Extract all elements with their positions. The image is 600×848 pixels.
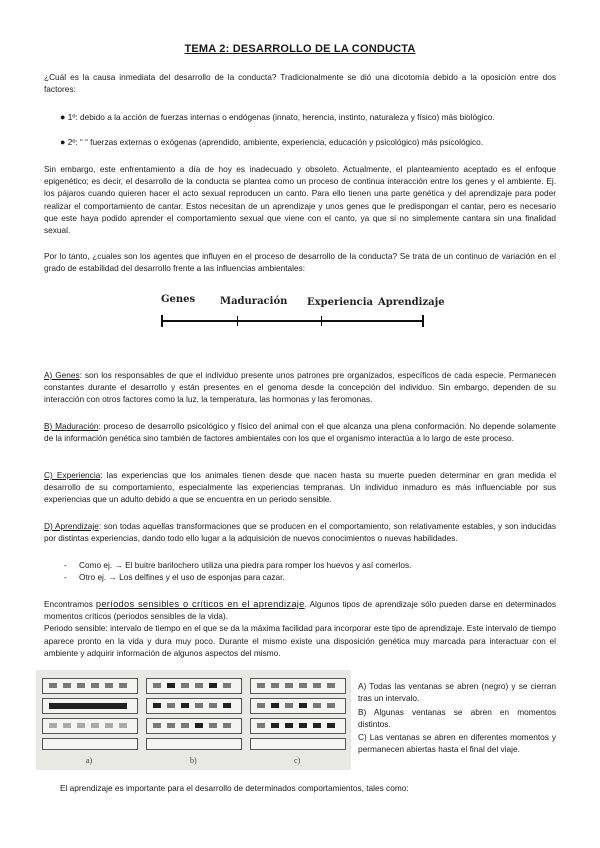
figure-note-b: B) Algunas ventanas se abren en momentos distintos.: [358, 707, 556, 730]
timeline-label-maduracion: Maduración: [220, 296, 288, 307]
figure-label-c: c): [294, 756, 301, 765]
train-car: [42, 678, 138, 694]
section-maduracion-label: B) Maduración: [44, 421, 99, 431]
section-aprendizaje-label: D) Aprendizaje: [44, 521, 99, 531]
sensible-term: períodos sensibles o críticos en el aprendizaje: [95, 599, 305, 609]
bullet-text: 1º: debido a la acción de fuerzas internas o endógenas (innato, herencia, instinto, naturaleza y físico) más biológico.: [67, 112, 495, 122]
train-car: [146, 698, 242, 714]
section-aprendizaje-text: : son todas aquellas transformaciones que se producen en el comportamiento, son relativamente estables, y son inducidas por distintas experiencias, dando todo ello lugar a la adquisición de nuevos conocimientos o nuevas habilidades.: [44, 521, 557, 544]
intro-paragraph: ¿Cuál es la causa inmediata del desarrollo de la conducta? Tradicionalmente se dió una dicotomía debido a la oposición entre dos factores:: [44, 72, 556, 95]
example-text: Como ej. → El buitre barilochero utiliza una piedra para romper los huevos y así comerlos.: [79, 560, 412, 570]
figure-note-c: C) Las ventanas se abren en diferentes momentos y permanecen abiertas hasta el final del viaje.: [358, 732, 556, 755]
bullet-item-2: [60, 136, 560, 148]
dash-icon: -: [64, 572, 67, 582]
bullet-text: 2º: “ “ fuerzas externas o exógenas (aprendido, ambiente, experiencia, educación y psicológico) más psicológico.: [67, 137, 484, 147]
paragraph-epigenetic: Sin embargo, este enfrentamiento a día de hoy es inadecuado y obsoleto. Actualmente, el planteamiento aceptado es el enfoque epigenético; es decir, el desarrollo de la conducta se plantea como un proceso de continua interacción entre los genes y el ambiente. Ej. los pájaros cuando quieren hacer el acto sexual reproducen un canto. Para ello tienen una parte genética y del aprendizaje para poder realizar el comportamiento de cantar. Estos necesitan de un aprendizaje y unos genes que le predispongan el cantar, pero es necesario que este haya podido aprender el comportamiento sexual que viene con el canto, ya que si no simplemente cantara sin una finalidad sexual.: [44, 164, 556, 236]
section-maduracion: [44, 420, 556, 444]
bullet-item-1: [60, 111, 560, 123]
sensible-periods-paragraph: [44, 598, 556, 659]
train-car: [250, 698, 346, 714]
section-genes: [44, 369, 556, 406]
dash-icon: -: [64, 560, 67, 570]
timeline-label-aprendizaje: Aprendizaje: [378, 297, 445, 308]
train-car: [42, 738, 138, 750]
closing-paragraph: El aprendizaje es importante para el desarrollo de determinados comportamientos, tales como:: [60, 783, 409, 793]
train-car: [146, 718, 242, 734]
timeline-label-genes: Genes: [161, 294, 196, 305]
figure-panel-b: [146, 678, 244, 753]
sensible-rest-2: Periodo sensible: intervalo de tiempo en el que se da la máxima facilidad para incorporar este tipo de aprendizaje. Este intervalo de tiempo aparece pronto en la vida y dura muy poco. Durante el mismo existe una disposición genética muy marcada para interactuar con el ambiente y adquirir información de algunos aspectos del mismo.: [44, 623, 556, 658]
sensible-lead: Encontramos: [44, 599, 96, 609]
train-car: [250, 738, 346, 750]
section-maduracion-text: : proceso de desarrollo psicológico y físico del animal con el que alcanza una plena conformación. No depende solamente de la información genética sino también de factores ambientales con los que el organismo interactúa a lo largo de este proceso.: [44, 421, 556, 444]
figure-label-b: b): [190, 756, 197, 765]
figure-label-a: a): [86, 756, 93, 765]
train-car: [42, 718, 138, 734]
figure-panel-c: [250, 678, 348, 753]
page-title: TEMA 2: DESARROLLO DE LA CONDUCTA: [184, 43, 416, 55]
timeline-axis: [161, 320, 424, 322]
section-genes-text: : son los responsables de que el individuo presente unos patrones pre organizados, específicos de cada especie. Permanecen constantes durante el desarrollo y están presentes en el genoma desde la concepción del individuo. Sin embargo, dependen de su interacción con otros factores como la luz, la temperatura, las hormonas y las feromonas.: [44, 370, 556, 405]
train-car: [146, 738, 242, 750]
figure-panel-a: [42, 678, 140, 753]
figure-note-a: A) Todas las ventanas se abren (negro) y se cierran tras un intervalo.: [358, 681, 556, 704]
sensible-rest-1: . Algunos tipos de aprendizaje sólo pueden darse en determinados momentos críticos (periodos sensibles de la vida).: [44, 599, 557, 622]
timeline-tick: [321, 316, 322, 326]
paragraph-agents: Por lo tanto, ¿cuales son los agentes que influyen en el proceso de desarrollo de la conducta? Se trata de un continuo de variación en el grado de estabilidad del desarrollo frente a las influencias ambientales:: [44, 251, 556, 274]
train-car: [146, 678, 242, 694]
timeline-tick: [237, 316, 238, 326]
section-aprendizaje: [44, 520, 556, 544]
bullet-dot-icon: ●: [60, 137, 66, 147]
example-item-2: [64, 571, 544, 583]
timeline-tick: [422, 315, 424, 327]
development-continuum-diagram: [158, 294, 448, 334]
train-car: [250, 718, 346, 734]
sensitive-periods-figure: [36, 670, 351, 770]
train-car: [42, 698, 138, 714]
example-text: Otro ej. → Los delfines y el uso de esponjas para cazar.: [79, 572, 285, 582]
example-item-1: [64, 559, 544, 571]
section-experiencia: [44, 469, 556, 506]
timeline-tick: [161, 315, 163, 327]
timeline-label-experiencia: Experiencia: [307, 297, 374, 308]
section-experiencia-text: : las experiencias que los animales tienen desde que nacen hasta su muerte pueden determinar en gran medida el desarrollo de su comportamiento, especialmente las experiencias tempranas. Un individuo inmaduro es más influenciable por sus experiencias que un adulto debido a que se encuentra en un periodo sensible.: [44, 470, 557, 505]
train-car: [250, 678, 346, 694]
section-experiencia-label: C) Experiencia: [44, 470, 101, 480]
bullet-dot-icon: ●: [60, 112, 66, 122]
section-genes-label: A) Genes: [44, 370, 80, 380]
